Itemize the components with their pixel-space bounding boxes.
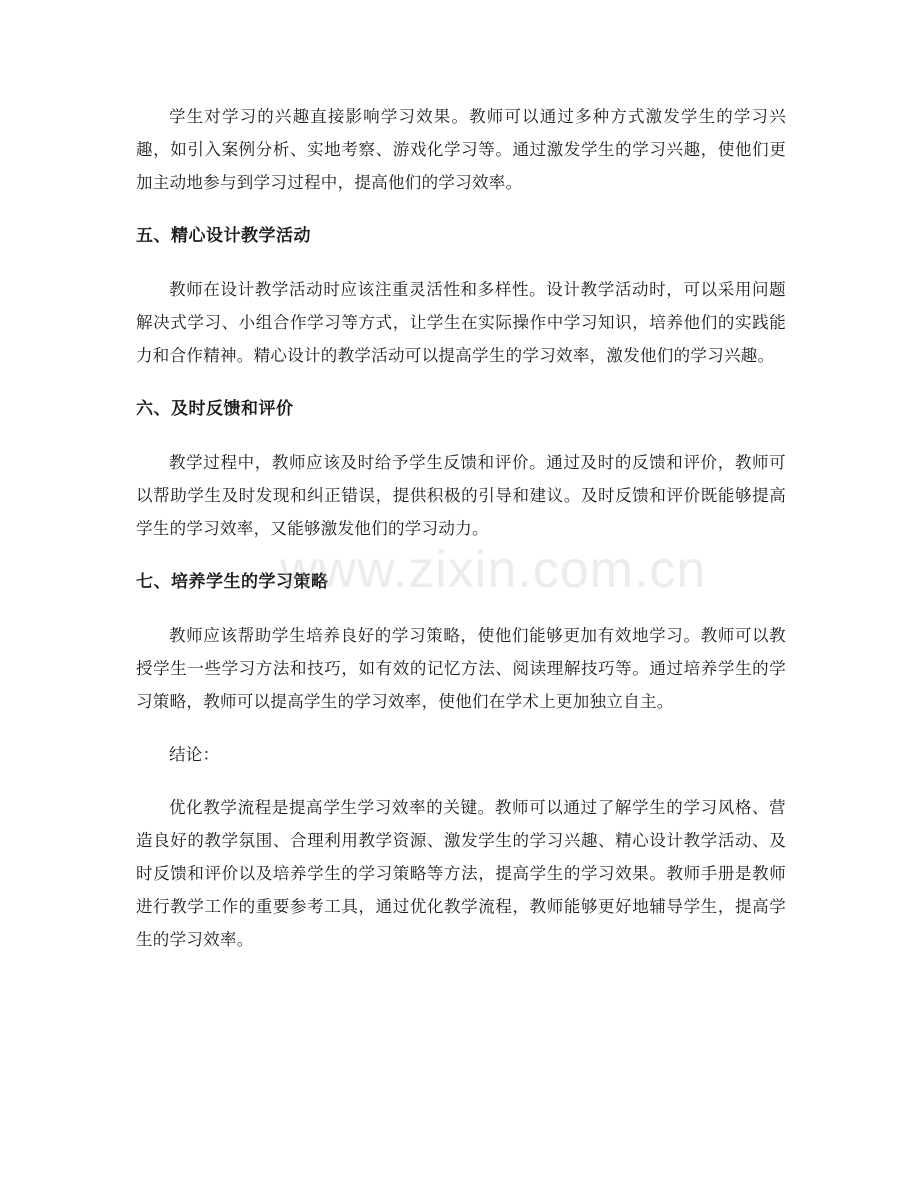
watermark: www.zixin.com.cn [280,541,707,599]
paragraph-interest: 学生对学习的兴趣直接影响学习效果。教师可以通过多种方式激发学生的学习兴趣，如引入案例分析、实地考察、游戏化学习等。通过激发学生的学习兴趣，使他们更加主动地参与到学习过程中，提高他们的学习效率。 [136,107,786,192]
heading-section-5: 五、精心设计教学活动 [136,226,311,246]
paragraph-strategies: 教师应该帮助学生培养良好的学习策略，使他们能够更加有效地学习。教师可以教授学生一些学习方法和技巧，如有效的记忆方法、阅读理解技巧等。通过培养学生的学习策略，教师可以提高学生的学习效率，使他们在学术上更加独立自主。 [136,626,786,711]
paragraph-activities: 教师在设计教学活动时应该注重灵活性和多样性。设计教学活动时，可以采用问题解决式学习、小组合作学习等方式，让学生在实际操作中学习知识，培养他们的实践能力和合作精神。精心设计的教学活动可以提高学生的学习效率，激发他们的学习兴趣。 [136,280,786,365]
conclusion-label: 结论： [169,745,220,764]
heading-section-7: 七、培养学生的学习策略 [136,572,329,592]
heading-section-6: 六、及时反馈和评价 [136,399,294,419]
paragraph-feedback: 教学过程中，教师应该及时给予学生反馈和评价。通过及时的反馈和评价，教师可以帮助学生及时发现和纠正错误，提供积极的引导和建议。及时反馈和评价既能够提高学生的学习效率，又能够激发他们的学习动力。 [136,453,786,538]
document-body [136,100,786,976]
paragraph-conclusion: 优化教学流程是提高学生学习效率的关键。教师可以通过了解学生的学习风格、营造良好的教学氛围、合理利用教学资源、激发学生的学习兴趣、精心设计教学活动、及时反馈和评价以及培养学生的学习策略等方法，提高学生的学习效果。教师手册是教师进行教学工作的重要参考工具，通过优化教学流程，教师能够更好地辅导学生，提高学生的学习效率。 [136,798,786,949]
